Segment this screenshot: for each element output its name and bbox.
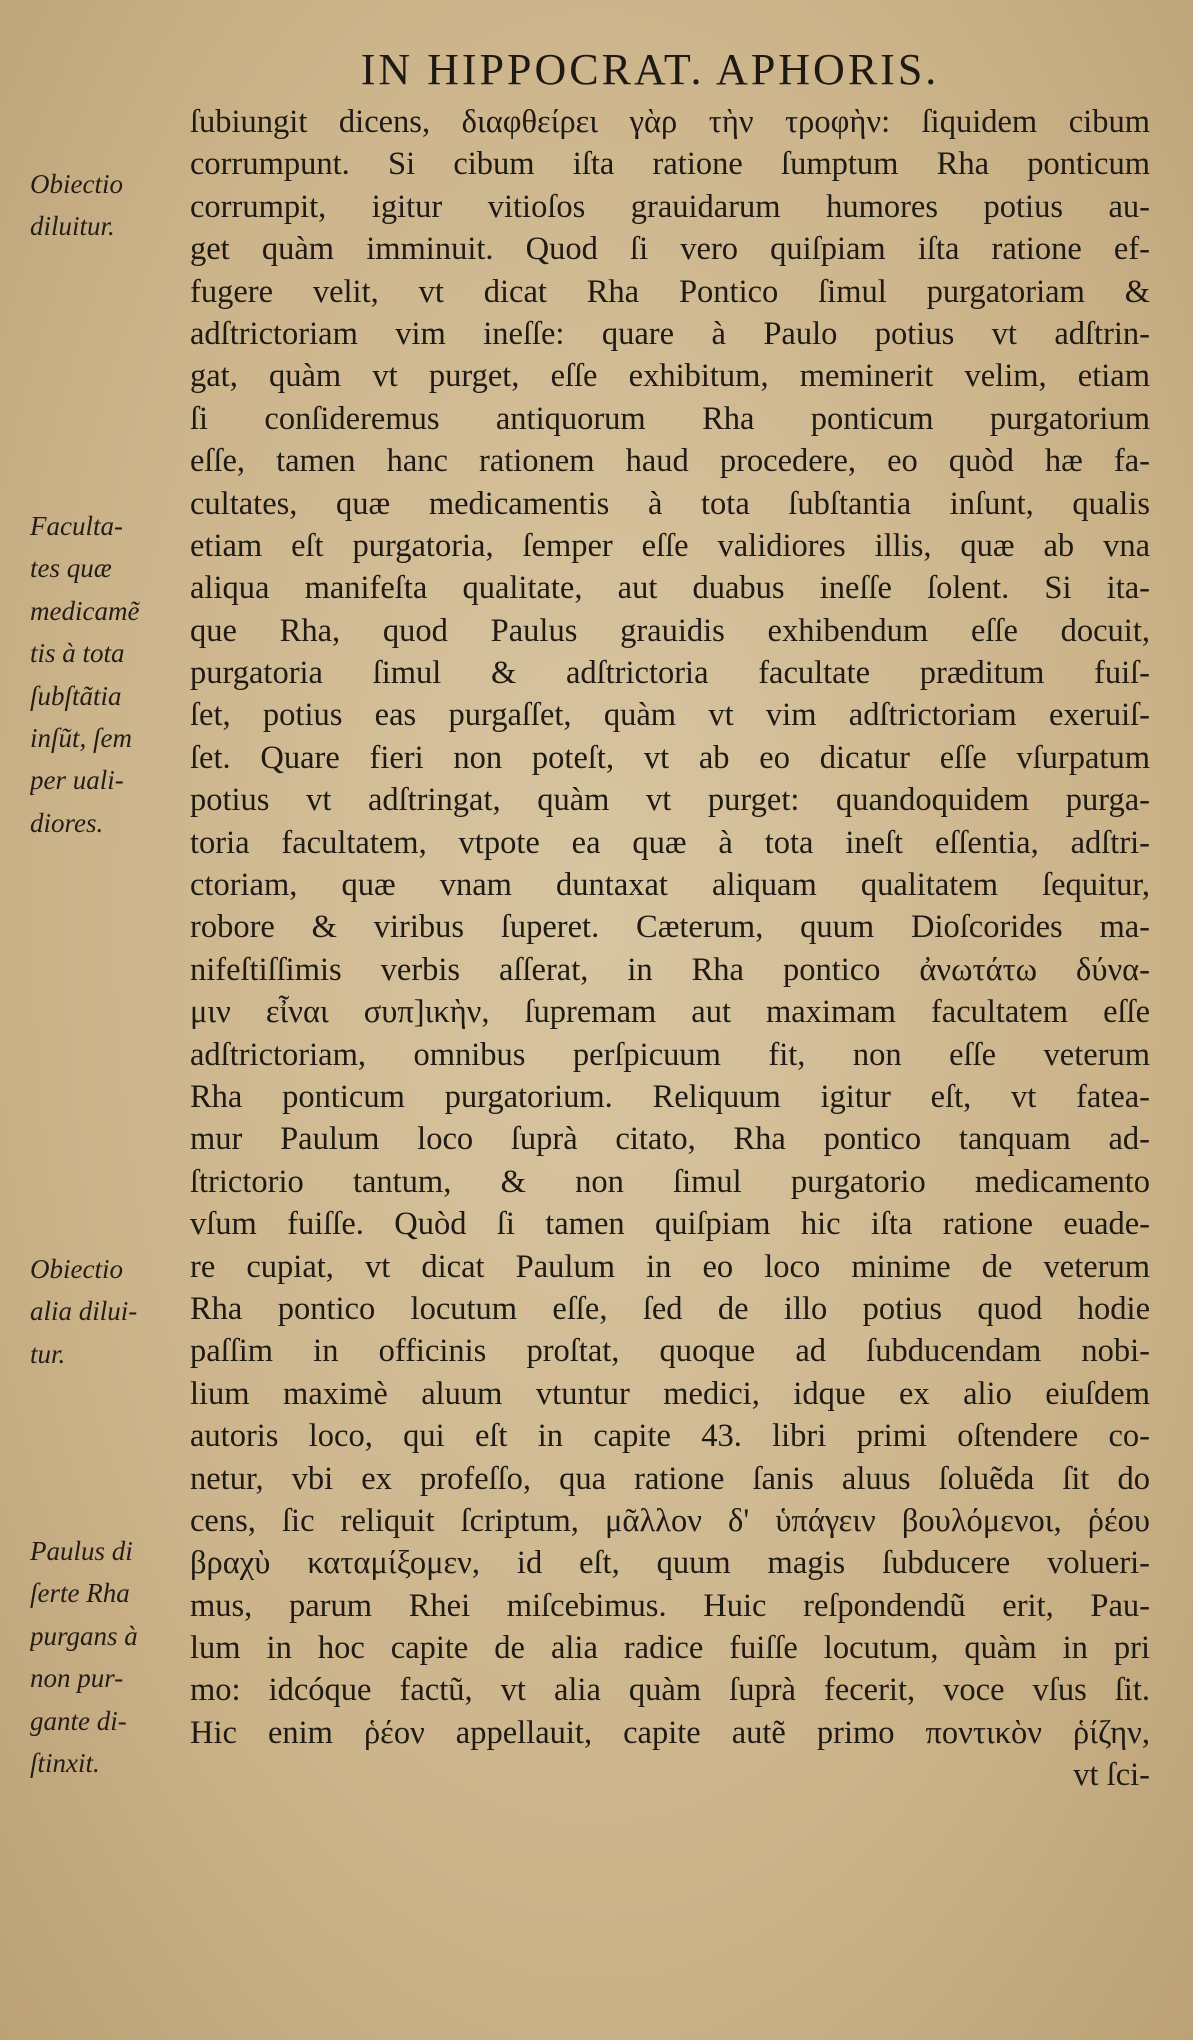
side-note-line: alia dilui- xyxy=(30,1296,138,1327)
text-line: lum in hoc capite de alia radice fuiſſe locutum, quàm in pri xyxy=(190,1630,1150,1667)
text-line: Rha pontico locutum eſſe, ſed de illo potius quod hodie xyxy=(190,1290,1150,1327)
side-note-obiectio-diluitur xyxy=(30,163,185,248)
side-note-line: inſũt, ſem xyxy=(30,722,132,753)
text-line: toria facultatem, vtpote ea quæ à tota ineſt eſſentia, adſtri- xyxy=(190,824,1150,861)
text-line: mus, parum Rhei miſcebimus. Huic reſpondendũ erit, Pau- xyxy=(190,1587,1150,1624)
side-note-line: diores. xyxy=(30,807,104,838)
text-line: autoris loco, qui eſt in capite 43. libri primi oſtendere co- xyxy=(190,1418,1150,1455)
text-line: cultates, quæ medicamentis à tota ſubſtantia inſunt, qualis xyxy=(190,485,1150,522)
side-note-line: tur. xyxy=(30,1338,66,1369)
text-line: que Rha, quod Paulus grauidis exhibendum eſſe docuit, xyxy=(190,612,1150,649)
side-note-line: tes quæ xyxy=(30,553,112,584)
side-note-line: ſerte Rha xyxy=(30,1578,130,1609)
text-line: aliqua manifeſta qualitate, aut duabus ineſſe ſolent. Si ita- xyxy=(190,570,1150,607)
text-line: etiam eſt purgatoria, ſemper eſſe validiores illis, quæ ab vna xyxy=(190,527,1150,564)
text-line: mur Paulum loco ſuprà citato, Rha pontico tanquam ad- xyxy=(190,1121,1150,1158)
side-note-line: medicamẽ xyxy=(30,595,140,626)
side-note-obiectio-alia xyxy=(30,1248,185,1375)
text-line: netur, vbi ex profeſſo, qua ratione ſanis aluus ſoluẽda ſit do xyxy=(190,1460,1150,1497)
side-note-line: Faculta- xyxy=(30,511,123,541)
text-line: ctoriam, quæ vnam duntaxat aliquam qualitatem ſequitur, xyxy=(190,867,1150,904)
side-note-line: gante di- xyxy=(30,1705,127,1736)
side-note-line: Obiectio xyxy=(30,1254,123,1284)
side-note-line: Obiectio xyxy=(30,169,123,199)
side-note-facultates xyxy=(30,505,185,844)
text-line: corrumpit, igitur vitioſos grauidarum humores potius au- xyxy=(190,188,1150,225)
side-note-paulus xyxy=(30,1530,185,1784)
side-note-line: per uali- xyxy=(30,765,124,796)
text-line: potius vt adſtringat, quàm vt purget: quandoquidem purga- xyxy=(190,782,1150,819)
running-head: IN HIPPOCRAT. APHORIS. xyxy=(360,45,940,94)
text-line: gat, quàm vt purget, eſſe exhibitum, meminerit velim, etiam xyxy=(190,358,1150,395)
text-line: robore & viribus ſuperet. Cæterum, quum Dioſcorides ma- xyxy=(190,909,1150,946)
text-line: get quàm imminuit. Quod ſi vero quiſpiam iſta ratione ef- xyxy=(190,231,1150,268)
text-line: βραχὺ καταμίξομεν, id eſt, quum magis ſubducere volueri- xyxy=(190,1545,1150,1582)
text-line: ſet, potius eas purgaſſet, quàm vt vim adſtrictoriam exeruiſ- xyxy=(190,697,1150,734)
text-line: paſſim in officinis proſtat, quoque ad ſubducendam nobi- xyxy=(190,1333,1150,1370)
text-line: ſi conſideremus antiquorum Rha ponticum purgatorium xyxy=(190,400,1150,437)
text-line: vſum fuiſſe. Quòd ſi tamen quiſpiam hic iſta ratione euade- xyxy=(190,1206,1150,1243)
text-line: ſet. Quare fieri non poteſt, vt ab eo dicatur eſſe vſurpatum xyxy=(190,739,1150,776)
text-line: Hic enim ῥέον appellauit, capite autẽ primo ποντικὸν ῥίζην, xyxy=(190,1714,1150,1751)
text-line: purgatoria ſimul & adſtrictoria facultate præditum fuiſ- xyxy=(190,655,1150,692)
side-note-line: ſubſtãtia xyxy=(30,680,122,711)
catchword-line: vt ſci- xyxy=(1073,1757,1150,1794)
text-line: ſubiungit dicens, διαφθείρει γὰρ τὴν τροφὴν: ſiquidem cibum xyxy=(190,104,1150,140)
text-line: adſtrictoriam, omnibus perſpicuum fit, non eſſe veterum xyxy=(190,1036,1150,1073)
text-line: eſſe, tamen hanc rationem haud procedere, eo quòd hæ fa- xyxy=(190,443,1150,480)
text-line: corrumpunt. Si cibum iſta ratione ſumptum Rha ponticum xyxy=(190,146,1150,183)
side-note-line: diluitur. xyxy=(30,211,115,242)
side-note-line: tis à tota xyxy=(30,638,125,669)
side-note-line: non pur- xyxy=(30,1663,124,1694)
text-line: fugere velit, vt dicat Rha Pontico ſimul purgatoriam & xyxy=(190,273,1150,310)
text-line: ſtrictorio tantum, & non ſimul purgatorio medicamento xyxy=(190,1163,1150,1200)
side-note-line: Paulus di xyxy=(30,1536,133,1566)
text-line: adſtrictoriam vim ineſſe: quare à Paulo potius vt adſtrin- xyxy=(190,315,1150,352)
side-note-line: purgans à xyxy=(30,1620,138,1651)
text-line: cens, ſic reliquit ſcriptum, μᾶλλον δ' ὑπάγειν βουλόμενοι, ῥέου xyxy=(190,1502,1150,1539)
text-line: mo: idcóque factũ, vt alia quàm ſuprà fecerit, voce vſus ſit. xyxy=(190,1672,1150,1709)
side-note-line: ſtinxit. xyxy=(30,1747,100,1778)
main-text-column xyxy=(190,101,1150,1797)
text-line: lium maximè aluum vtuntur medici, idque ex alio eiuſdem xyxy=(190,1375,1150,1412)
text-line: μιν εἶναι συπ]ικὴν, ſupremam aut maximam facultatem eſſe xyxy=(190,994,1150,1031)
text-line: nifeſtiſſimis verbis aſſerat, in Rha pontico ἀνωτάτω δύνα- xyxy=(190,951,1150,988)
text-line: re cupiat, vt dicat Paulum in eo loco minime de veterum xyxy=(190,1248,1150,1285)
text-line: Rha ponticum purgatorium. Reliquum igitur eſt, vt fatea- xyxy=(190,1078,1150,1115)
